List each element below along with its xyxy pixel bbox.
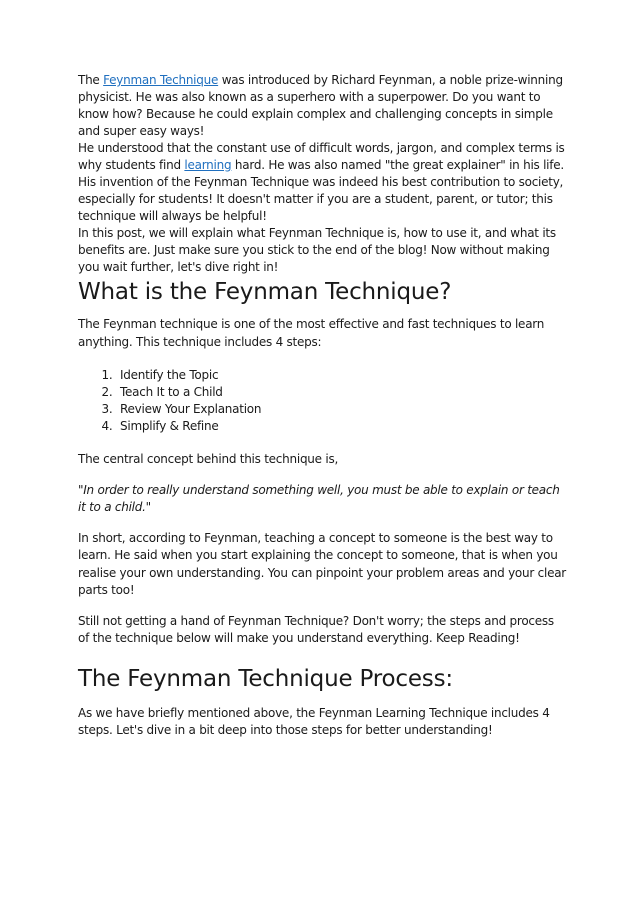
learning-link[interactable]: learning (184, 158, 232, 172)
list-item: 2. Teach It to a Child (116, 384, 566, 401)
section1-paragraph-3: Still not getting a hand of Feynman Technique? Don't worry; the steps and process of the technique below will make you understand everything. Keep Reading! (78, 613, 554, 645)
section1-paragraph-2: In short, according to Feynman, teaching a concept to someone is the best way to learn. He said when you start explaining the concept to someone, that is when you realise your own understanding. You can pinpoint your problem areas and your clear parts too! (78, 530, 566, 597)
feynman-technique-link[interactable]: Feynman Technique (103, 73, 219, 87)
list-item: 4. Simplify & Refine (116, 418, 566, 435)
feynman-quote: "In order to really understand something well, you must be able to explain or teach it to a child." (78, 482, 560, 514)
heading-what-is-feynman-technique: What is the Feynman Technique? (78, 279, 452, 305)
intro-paragraph-4: In this post, we will explain what Feynman Technique is, how to use it, and what its benefits are. Just make sure you stick to the end of the blog! Now without making you wait further, let's dive right in! (78, 226, 556, 274)
list-item: 3. Review Your Explanation (116, 401, 566, 418)
intro-p1-text-before: The (78, 73, 104, 87)
heading-feynman-technique-process: The Feynman Technique Process: (78, 665, 453, 692)
concept-lead-paragraph: The central concept behind this technique is, (78, 452, 339, 466)
intro-paragraph-1 (78, 72, 566, 140)
steps-list (78, 367, 566, 435)
list-item: 1. Identify the Topic (116, 367, 566, 384)
document-page (78, 72, 566, 753)
intro-p1-text-after: was introduced by Richard Feynman, a noble prize-winning physicist. He was also known as a superhero with a superpower. Do you want to know how? Because he could explain complex and challenging concepts in simple and super easy ways! (78, 73, 563, 138)
intro-p2-text-after: hard. He was also named "the great explainer" in his life. (231, 158, 564, 172)
intro-paragraph-2 (78, 140, 566, 174)
section1-paragraph-1: The Feynman technique is one of the most effective and fast techniques to learn anything. This technique includes 4 steps: (78, 317, 545, 349)
intro-section (78, 72, 566, 276)
intro-paragraph-3: His invention of the Feynman Technique was indeed his best contribution to society, especially for students! It doesn't matter if you are a student, parent, or tutor; this technique will always be helpful! (78, 175, 564, 223)
section2-paragraph-1: As we have briefly mentioned above, the Feynman Learning Technique includes 4 steps. Let's dive in a bit deep into those steps for better understanding! (78, 705, 550, 737)
intro-p2-text-before: He understood that the constant use of difficult words, jargon, and complex terms is why students find (78, 141, 565, 172)
